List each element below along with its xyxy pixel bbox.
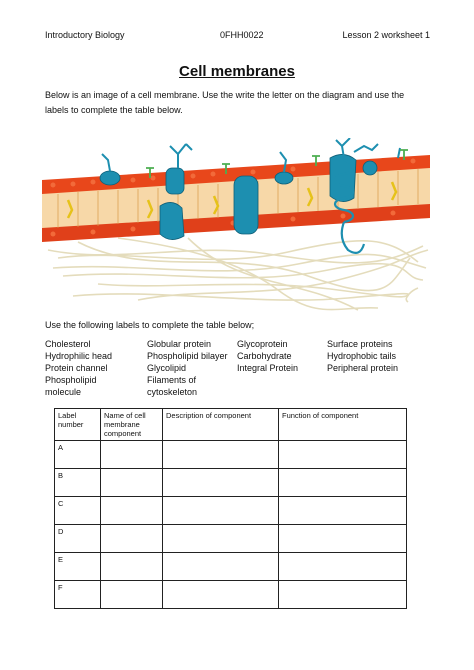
description-cell[interactable] — [163, 553, 279, 581]
header-label-number: Label number — [55, 409, 101, 441]
function-cell[interactable] — [279, 553, 407, 581]
label-integral-protein: Integral Protein — [237, 363, 299, 373]
name-cell[interactable] — [101, 497, 163, 525]
label-phospholipid: Phospholipid — [45, 375, 97, 385]
labels-instruction: Use the following labels to complete the table below; — [45, 320, 255, 330]
label-cholesterol: Cholesterol — [45, 339, 91, 349]
label-word-bank — [45, 338, 445, 398]
row-label: B — [55, 469, 101, 497]
name-cell[interactable] — [101, 525, 163, 553]
label-cytoskeleton: cytoskeleton — [147, 387, 198, 397]
label-protein-channel: Protein channel — [45, 363, 108, 373]
label-filaments-of: Filaments of — [147, 375, 197, 385]
label-hydrophilic-head: Hydrophilic head — [45, 351, 113, 361]
function-cell[interactable] — [279, 441, 407, 469]
label-carbohydrate: Carbohydrate — [237, 351, 292, 361]
row-label: F — [55, 581, 101, 609]
components-table — [54, 408, 407, 609]
cytoskeleton-filaments — [48, 238, 428, 310]
page-header — [45, 30, 430, 44]
label-phospholipid-bilayer: Phospholipid bilayer — [147, 351, 228, 361]
description-cell[interactable] — [163, 469, 279, 497]
description-cell[interactable] — [163, 525, 279, 553]
row-label: A — [55, 441, 101, 469]
table-header-row — [55, 409, 407, 441]
header-function: Function of component — [279, 409, 407, 441]
name-cell[interactable] — [101, 441, 163, 469]
label-glycolipid: Glycolipid — [147, 363, 187, 373]
course-code: 0FHH0022 — [220, 30, 264, 40]
description-cell[interactable] — [163, 497, 279, 525]
course-name: Introductory Biology — [45, 30, 125, 40]
label-column-2 — [147, 338, 228, 398]
table-row — [55, 441, 407, 469]
label-glycoprotein: Glycoprotein — [237, 339, 288, 349]
table-row — [55, 497, 407, 525]
function-cell[interactable] — [279, 581, 407, 609]
table-row — [55, 469, 407, 497]
table-row — [55, 525, 407, 553]
page-title: Cell membranes — [179, 63, 295, 80]
function-cell[interactable] — [279, 525, 407, 553]
label-column-4 — [327, 338, 398, 374]
label-column-3 — [237, 338, 298, 374]
label-peripheral-protein: Peripheral protein — [327, 363, 399, 373]
function-cell[interactable] — [279, 469, 407, 497]
name-cell[interactable] — [101, 469, 163, 497]
function-cell[interactable] — [279, 497, 407, 525]
label-column-1 — [45, 338, 112, 398]
table-row — [55, 581, 407, 609]
header-description: Description of component — [163, 409, 279, 441]
description-cell[interactable] — [163, 581, 279, 609]
label-globular-protein: Globular protein — [147, 339, 212, 349]
row-label: D — [55, 525, 101, 553]
intro-text: Below is an image of a cell membrane. Use the write the letter on the diagram and use the labels to complete the table below. — [45, 90, 405, 115]
name-cell[interactable] — [101, 581, 163, 609]
label-surface-proteins: Surface proteins — [327, 339, 393, 349]
header-component-name: Name of cell membrane component — [101, 409, 163, 441]
worksheet-label: Lesson 2 worksheet 1 — [342, 30, 430, 40]
row-label: C — [55, 497, 101, 525]
label-hydrophobic-tails: Hydrophobic tails — [327, 351, 397, 361]
cell-membrane-diagram — [38, 138, 430, 318]
table-row — [55, 553, 407, 581]
row-label: E — [55, 553, 101, 581]
description-cell[interactable] — [163, 441, 279, 469]
name-cell[interactable] — [101, 553, 163, 581]
label-molecule: molecule — [45, 387, 82, 397]
